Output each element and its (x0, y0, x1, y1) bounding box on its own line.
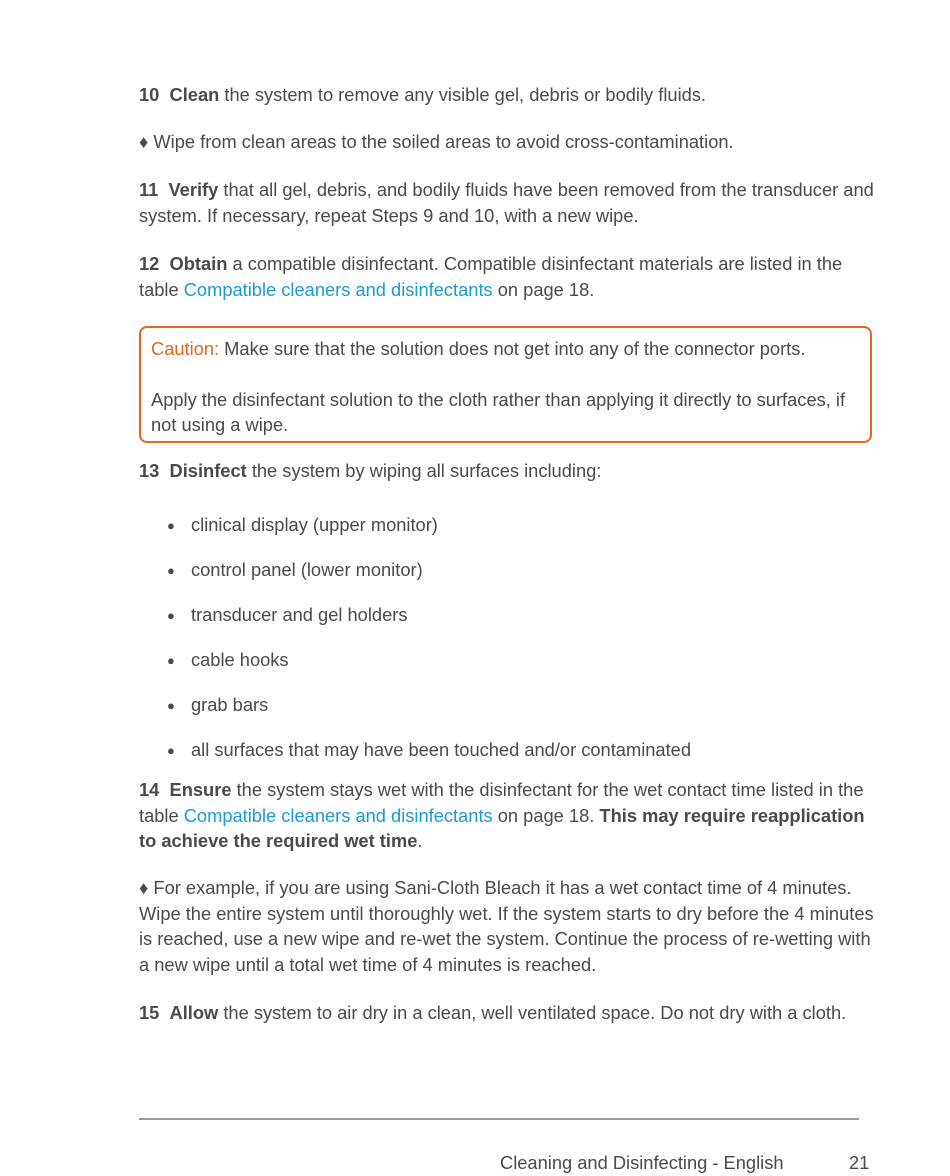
bullet-dot-icon: ● (167, 563, 175, 578)
bullet-dot-icon: ● (167, 653, 175, 668)
list-item (167, 602, 407, 629)
bullet-dot-icon: ● (167, 698, 175, 713)
page-number: 21 (849, 1152, 870, 1173)
step-text-after: on page 18. (492, 278, 595, 300)
list-item-text: cable hooks (191, 649, 289, 670)
step-text: the system to remove any visible gel, debris or bodily fluids. (219, 84, 707, 105)
list-item-text: clinical display (upper monitor) (191, 514, 438, 535)
list-item (167, 647, 289, 674)
step-verb: Disinfect (169, 460, 247, 481)
note-14 (139, 875, 874, 977)
step-number: 11 (139, 179, 159, 200)
list-item-text: control panel (lower monitor) (191, 559, 423, 580)
note-text: For example, if you are using Sani-Cloth Bleach it has a wet contact time of 4 minutes. Wipe the entire system until thoroughly wet. If the system starts to dry before the 4 minutes is reached, use a new wipe and re-wet the system. Continue the process of re-wetting with a new wipe until a total wet time of 4 minutes is reached. (139, 877, 874, 975)
step-12 (139, 251, 874, 302)
bullet-dot-icon: ● (167, 608, 175, 623)
step-15 (139, 1000, 874, 1026)
step-10 (139, 82, 874, 108)
step-number: 15 (139, 1002, 160, 1023)
step-text: the system stays wet with the disinfectant for the wet contact time listed in the table (139, 779, 864, 826)
list-item-text: transducer and gel holders (191, 604, 408, 625)
bullet-dot-icon: ● (167, 743, 175, 758)
caution-line-2: Apply the disinfectant solution to the cloth rather than applying it directly to surfaces, if not using a wipe. (151, 388, 846, 435)
compatible-cleaners-link[interactable]: Compatible cleaners and disinfectants (183, 278, 493, 300)
compatible-cleaners-link[interactable]: Compatible cleaners and disinfectants (183, 804, 493, 826)
step-11 (139, 177, 874, 228)
step-number: 12 (139, 253, 160, 274)
step-number: 13 (139, 460, 160, 481)
caution-label: Caution: (151, 338, 220, 359)
step-text: that all gel, debris, and bodily fluids have been removed from the transducer and system. If necessary, repeat Steps 9 and 10, with a new wipe. (139, 179, 874, 226)
step-13 (139, 458, 874, 484)
step-verb: Verify (168, 179, 219, 200)
step-text: the system by wiping all surfaces including: (246, 460, 602, 481)
step-text: the system to air dry in a clean, well ventilated space. Do not dry with a cloth. (218, 1002, 847, 1023)
caution-box (139, 326, 872, 443)
list-item-text: all surfaces that may have been touched and/or contaminated (191, 739, 692, 760)
list-item (167, 557, 423, 584)
step-verb: Clean (169, 84, 220, 105)
caution-text: Make sure that the solution does not get into any of the connector ports. (219, 338, 806, 359)
footer-section-title: Cleaning and Disinfecting - English (500, 1152, 784, 1173)
footer-divider (139, 1118, 859, 1120)
step-14 (139, 777, 874, 854)
bullet-dot-icon: ● (167, 518, 175, 533)
step-number: 10 (139, 84, 160, 105)
step-number: 14 (139, 779, 160, 800)
list-item (167, 692, 268, 719)
note-text: Wipe from clean areas to the soiled areas to avoid cross-contamination. (148, 131, 734, 152)
step-text-after: on page 18. (492, 804, 600, 826)
step-verb: Obtain (169, 253, 228, 274)
diamond-bullet-icon: ♦ (139, 131, 149, 152)
step-verb: Ensure (169, 779, 232, 800)
step-verb: Allow (169, 1002, 219, 1023)
list-item (167, 512, 438, 539)
step-text: a compatible disinfectant. Compatible disinfectant materials are listed in the table (139, 253, 843, 300)
note-10 (139, 129, 874, 155)
step-emphasis: This may require reapplication to achieve the required wet time (139, 804, 865, 851)
caution-line-1 (151, 336, 860, 362)
step-end: . (417, 830, 423, 851)
list-item-text: grab bars (191, 694, 269, 715)
list-item (167, 737, 691, 764)
diamond-bullet-icon: ♦ (139, 877, 149, 898)
